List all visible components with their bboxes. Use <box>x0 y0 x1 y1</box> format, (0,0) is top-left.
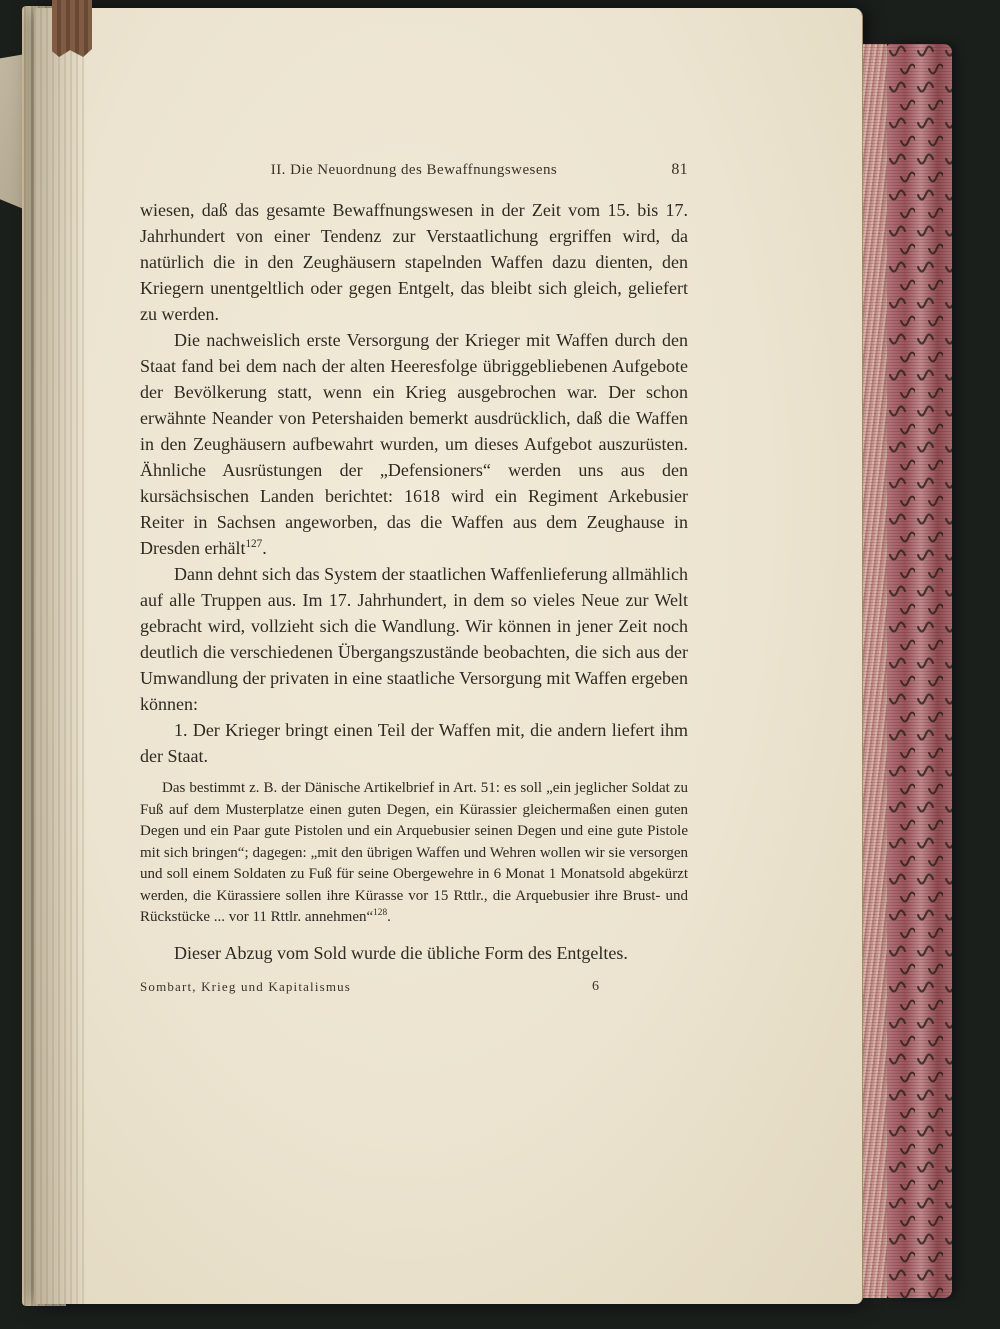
page-content <box>140 162 688 995</box>
footer-line <box>140 979 688 995</box>
book-page <box>34 8 863 1304</box>
sheet-mark: 6 <box>592 978 599 994</box>
fore-edge-marbled <box>887 44 952 1298</box>
paragraph: Dann dehnt sich das System der staatlichen Waffenlieferung allmählich auf alle Truppen aus. Im 17. Jahrhundert, in dem so vieles Neue zur Welt gebracht wird, vollzieht sich die Wandlung. Wir können in jener Zeit noch deutlich die verschiedenen Übergangszustände beobachten, die sich aus der Umwandlung der privaten in eine staatliche Versorgung mit Waffen ergeben können: <box>140 564 688 714</box>
footer-signature: Sombart, Krieg und Kapitalismus <box>140 978 352 994</box>
small-print-paragraph: Das bestimmt z. B. der Dänische Artikelbrief in Art. 51: es soll „ein jeglicher Soldat zu Fuß auf dem Musterplatze einen guten Degen, ein Kürassier gleichermaßen einen guten Degen und ein Paar gute Pistolen und ein Arquebusier seinen Degen und eine gute Pistole mit sich bringen“; dagegen: „mit den übrigen Waffen und Wehren wollen wir sie versorgen und soll einem Soldaten zu Fuß für seine Obergewehre in 6 Monat 1 Monatsold abgekürzt werden, die Kürassiere sollen ihre Kürasse vor 15 Rttlr., die Arquebusier ihre Brust- und Rückstücke ... vor 11 Rttlr. annehmen“$^{128}$. <box>140 780 688 925</box>
chapter-heading: II. Die Neuordnung des Bewaffnungswesens <box>270 162 558 178</box>
running-header <box>140 162 688 179</box>
page-number: 81 <box>671 161 688 178</box>
paragraph: Die nachweislich erste Versorgung der Krieger mit Waffen durch den Staat fand bei dem nach der alten Heeresfolge übriggebliebenen Aufgebote der Bevölkerung statt, wenn ein Krieg ausgebrochen war. Der schon erwähnte Neander von Petershaiden bemerkt ausdrücklich, daß die Waffen in den Zeughäusern aufbewahrt wurden, um dieses Aufgebot auszurüsten. Ähnliche Ausrüstungen der „Defensioners“ werden uns aus den kursächsischen Landen berichtet: 1618 wird ein Regiment Arkebusier Reiter in Sachsen angeworben, das die Waffen aus dem Zeughause in Dresden erhält$^{127}$. <box>140 330 688 558</box>
paragraph: wiesen, daß das gesamte Bewaffnungswesen in der Zeit vom 15. bis 17. Jahrhundert von einer Tendenz zur Verstaatlichung ergriffen wird, da natürlich die in den Zeughäusern stapelnden Waffen dazu dienten, den Kriegern unentgeltlich oder gegen Entgelt, das bleibt sich gleich, geliefert zu werden. <box>140 200 688 324</box>
footnote-reference: 128 <box>373 908 388 918</box>
text-body <box>140 197 688 966</box>
marble-pattern <box>887 44 952 1298</box>
footnote-reference: 127 <box>245 538 263 550</box>
fore-edge-pages <box>863 44 887 1298</box>
paragraph: 1. Der Krieger bringt einen Teil der Waffen mit, die andern liefert ihm der Staat. <box>140 720 688 766</box>
bookmark-ribbon <box>52 0 92 57</box>
paragraph: Dieser Abzug vom Sold wurde die übliche Form des Entgeltes. <box>174 942 628 963</box>
gutter-shadow <box>34 8 86 1304</box>
